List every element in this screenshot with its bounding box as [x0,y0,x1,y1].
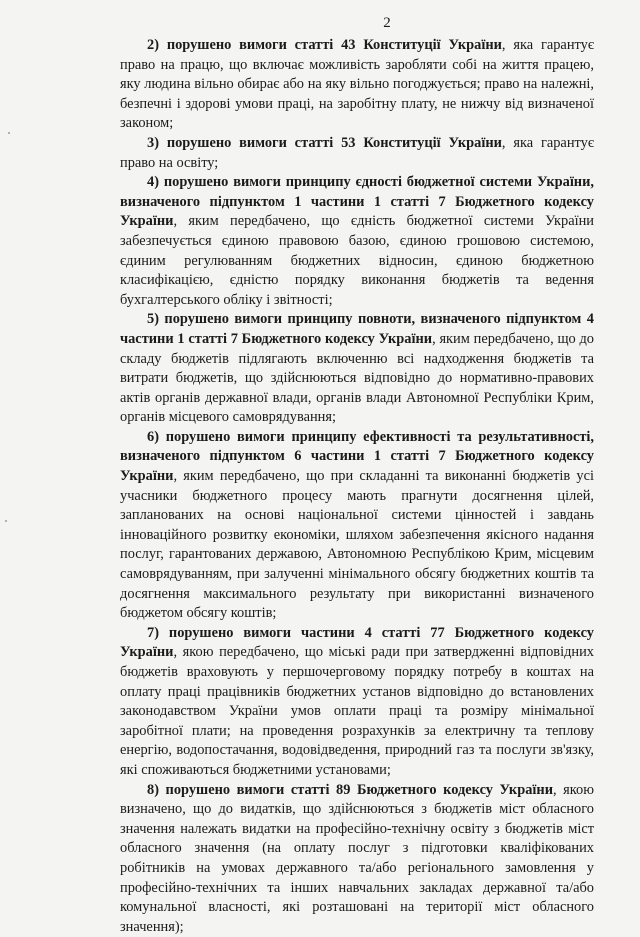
paragraph-text: , яким передбачено, що до складу бюджетів підлягають включенню всі надходження бюджетів та витрати бюджетів, що здійснюються відповідно до нормативно-правових актів органів державної влади, органів влади Автономної Республіки Крим, органів місцевого самоврядування; [120,330,595,426]
paragraph-text: , якою визначено, що до видатків, що здійснюються з бюджетів міст обласного значення належать видатки на професійно-технічну освіту з бюджетів міст обласного значення (на оплату послуг з підготовки кваліфікованих робітників на умовах державного та/або регіонального замовлення у професійно-технічних та інших навчальних закладах державної та/або комунальної власності, які розташовані на території міст обласного значення); [120,781,594,935]
scan-speck [8,132,10,134]
paragraph-text: , яка гарантує право на працю, що включає можливість заробляти собі на життя працею, яку людина вільно обирає або на яку вільно погоджується; право на належні, безпечні і здорові умови праці, на заробітну плату, не нижчу від визначеної законом; [120,37,594,132]
paragraph-heading: 6) порушено вимоги принципу ефективності та результативності, визначеного підпунктом 6 частини 1 статті 7 Бюджетного кодексу України [120,428,594,485]
paragraph-text: , якою передбачено, що міські ради при затвердженні відповідних бюджетів враховують у першочерговому порядку потребу в коштах на оплату праці працівників бюджетних установ відповідно до встановлених законодавством України умов оплати праці та розміру мінімальної заробітної плати; на проведення розрахунків за електричну та теплову енергію, водопостачання, водовідведення, природний газ та послуги зв'язку, які споживаються бюджетними установами; [120,644,594,778]
paragraph-heading: 4) порушено вимоги принципу єдності бюджетної системи України, визначеного підпунктом 1 частини 1 статті 7 Бюджетного кодексу України [120,174,594,230]
paragraph-7 [120,624,594,781]
paragraph-heading: 2) порушено вимоги статті 43 Конституції України [147,37,502,53]
paragraph-heading: 7) порушено вимоги частини 4 статті 77 Бюджетного кодексу України [120,624,594,661]
paragraph-6 [120,428,594,624]
paragraph-text: , яким передбачено, що єдність бюджетної системи України забезпечується єдиною правовою базою, єдиною грошовою системою, єдиним регулюванням бюджетних відносин, єдиною бюджетною класифікацією, єдністю порядку виконання бюджетів та ведення бухгалтерського обліку і звітності; [120,213,594,308]
paragraph-8 [120,781,594,937]
page-number: 2 [383,15,391,31]
paragraph-text: , яким передбачено, що при складанні та виконанні бюджетів усі учасники бюджетного процесу мають прагнути досягнення цілей, запланованих на основі національної системи цінностей і завдань інноваційного розвитку економіки, шляхом забезпечення якісного надання послуг, гарантованих державою, Автономною Республікою Крим, місцевим самоврядуванням, при залученні мінімального обсягу бюджетних коштів та досягнення максимального результату при використанні визначеного бюджетом обсягу коштів; [120,468,594,622]
paragraph-heading: 5) порушено вимоги принципу повноти, визначеного підпунктом 4 частини 1 статті 7 Бюджетного кодексу України [120,311,594,347]
paragraph-text: , яка гарантує право на освіту; [120,134,594,171]
paragraph-2 [120,36,594,134]
paragraph-heading: 3) порушено вимоги статті 53 Конституції України [147,134,502,151]
paragraph-5 [120,310,594,428]
paragraph-4 [120,173,594,310]
paragraph-3 [120,134,594,173]
scan-speck [5,520,7,522]
paragraph-heading: 8) порушено вимоги статті 89 Бюджетного кодексу України [147,781,553,798]
